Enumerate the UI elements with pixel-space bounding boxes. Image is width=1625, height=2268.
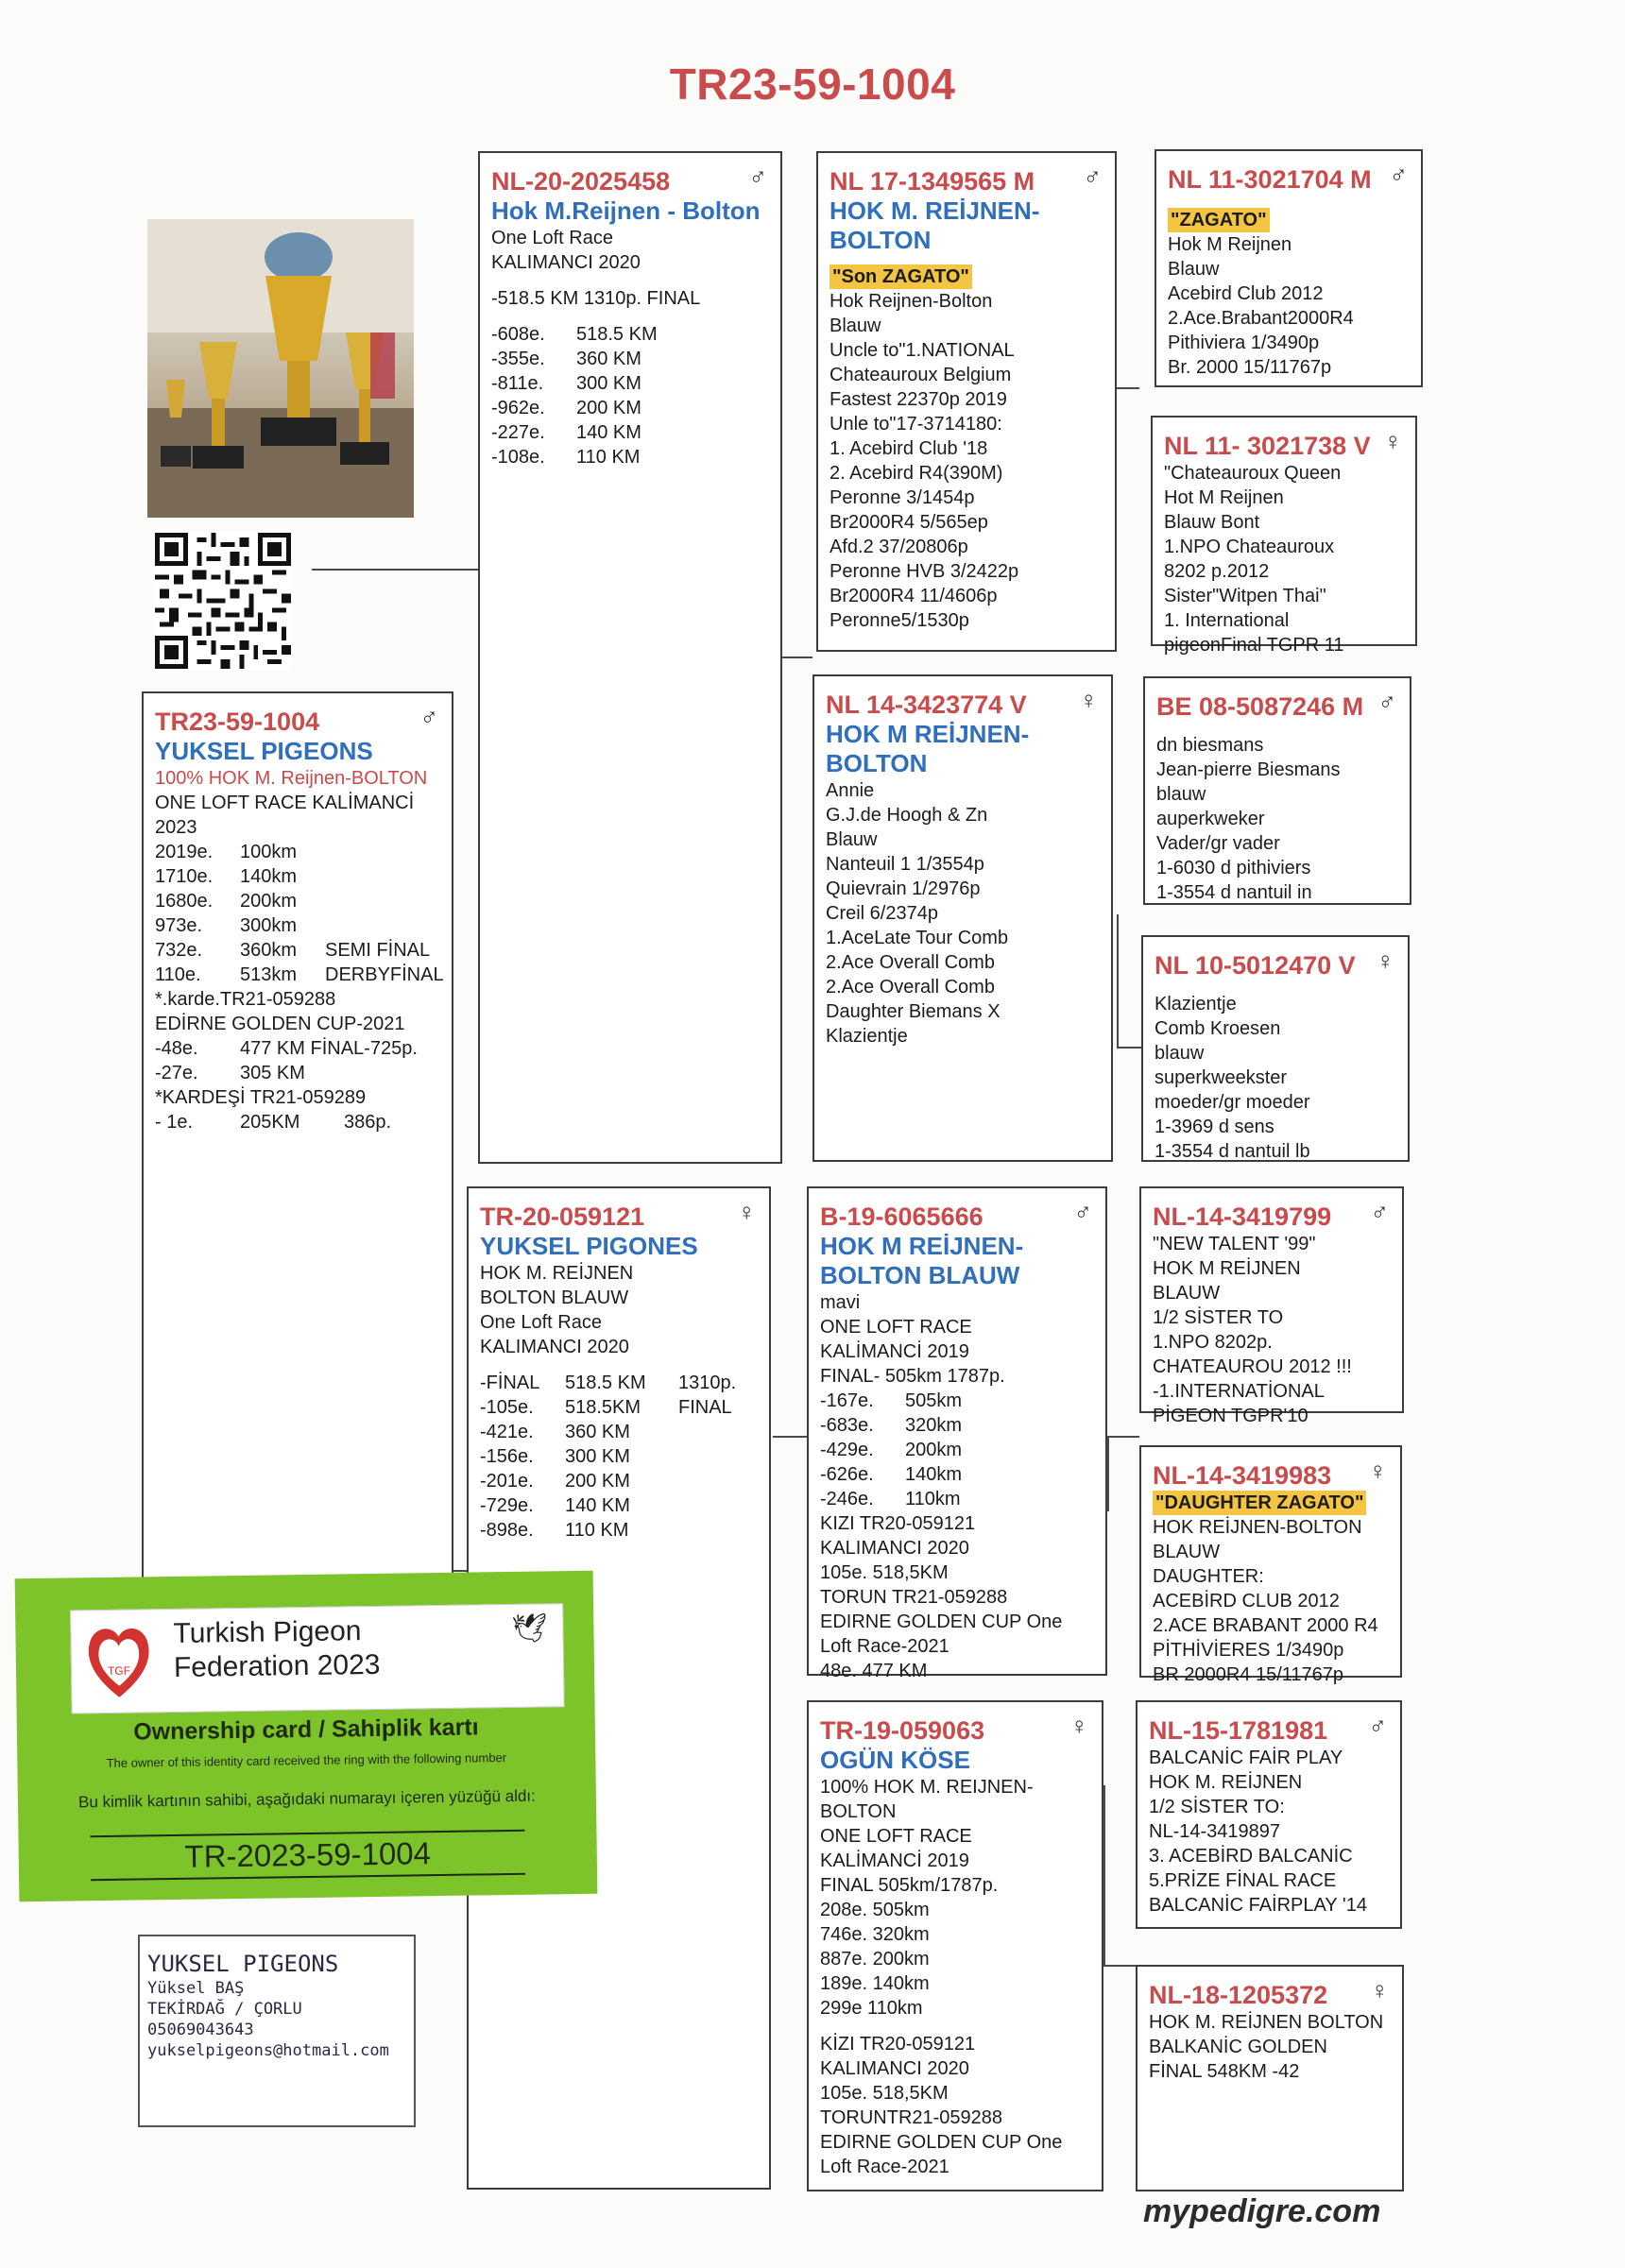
ssd-line: 1.NPO Chateauroux (1164, 537, 1335, 557)
sds-line: Vader/gr vader (1156, 833, 1280, 854)
connector (773, 1436, 811, 1438)
ss-line: Chateauroux Belgium (830, 365, 1012, 385)
subject-card (142, 691, 453, 1579)
male-symbol-icon: ♂ (1377, 688, 1396, 716)
dss-line: -1.INTERNATİONAL (1153, 1381, 1325, 1402)
sdd-line: 1-3554 d nantuil lb (1155, 1141, 1310, 1162)
ddd-line: BALKANİC GOLDEN (1149, 2037, 1327, 2057)
sdd-line: superkweekster (1155, 1067, 1288, 1088)
female-symbol-icon: ♀ (737, 1198, 756, 1226)
ss-line: Fastest 22370p 2019 (830, 389, 1007, 410)
dss-ring: NL-14-3419799 (1153, 1202, 1332, 1231)
dd-line: FINAL 505km/1787p. (820, 1875, 999, 1896)
dss-line: 1/2 SİSTER TO (1153, 1307, 1284, 1328)
male-symbol-icon: ♂ (1368, 1712, 1387, 1740)
dsd-highlight: "DAUGHTER ZAGATO" (1153, 1491, 1366, 1515)
result-row: -48e. 477 KM FİNAL-725p. (155, 1038, 418, 1059)
federation-line: Federation 2023 (173, 1648, 381, 1683)
pigeon-icon: 🕊 (511, 1612, 548, 1645)
ssd-line: 1. International (1164, 610, 1290, 631)
sd-line: Creil 6/2374p (826, 903, 938, 924)
dd-line: KİZI TR20-059121 (820, 2034, 976, 2055)
dsd-line: 2.ACE BRABANT 2000 R4 (1153, 1615, 1378, 1636)
sire-name: Hok M.Reijnen - Bolton (491, 196, 761, 225)
result-row: 1710e. 140km (155, 866, 298, 887)
connector (1103, 1965, 1136, 1967)
sss-card (1155, 149, 1423, 387)
dam-sire-card (807, 1186, 1107, 1681)
ss-highlight: "Son ZAGATO" (830, 264, 972, 289)
result-row: -156e. 300 KM (480, 1446, 630, 1467)
owner-stamp (138, 1935, 416, 2127)
ssd-line: pigeonFinal TGPR 11 (1164, 635, 1344, 656)
result-row: -729e. 140 KM (480, 1495, 630, 1516)
result-row: -246e. 110km (820, 1489, 961, 1509)
stamp-line: YUKSEL PIGEONS (147, 1951, 339, 1977)
sd-line: Klazientje (826, 1026, 908, 1047)
ssd-line: 8202 p.2012 (1164, 561, 1270, 582)
ownership-card (15, 1571, 598, 1902)
dd-line: 105e. 518,5KM (820, 2083, 949, 2104)
ddd-line: FİNAL 548KM -42 (1149, 2061, 1300, 2082)
dsd-line: PİTHİVİERES 1/3490p (1153, 1640, 1344, 1661)
ssd-line: "Chateauroux Queen (1164, 463, 1342, 484)
dd-line: 100% HOK M. REIJNEN- (820, 1777, 1034, 1798)
ddd-card (1136, 1965, 1404, 2191)
result-row: -421e. 360 KM (480, 1422, 630, 1442)
dd-line: ONE LOFT RACE (820, 1826, 972, 1847)
stamp-line: TEKİRDAĞ / ÇORLU (147, 2000, 302, 2019)
result-row: - 1e. 205KM 386p. (155, 1112, 392, 1133)
ss-line: Br2000R4 11/4606p (830, 586, 998, 606)
result-row: -355e. 360 KM (491, 349, 641, 369)
sss-highlight: "ZAGATO" (1168, 208, 1270, 232)
dds-line: HOK M. REİJNEN (1149, 1772, 1303, 1793)
ds-line: FINAL- 505km 1787p. (820, 1366, 1005, 1387)
dam-line: KALIMANCI 2020 (480, 1337, 629, 1357)
logo-text: TGF (107, 1663, 131, 1678)
result-row: 973e. 300km (155, 915, 298, 936)
male-symbol-icon: ♂ (1370, 1198, 1389, 1226)
result-row: -FİNAL 518.5 KM 1310p. (480, 1373, 737, 1393)
sdd-line: Comb Kroesen (1155, 1018, 1281, 1039)
sds-card (1143, 676, 1411, 905)
dd-line: KALIMANCI 2020 (820, 2058, 969, 2079)
sss-line: Hok M Reijnen (1168, 234, 1292, 255)
dds-line: 5.PRİZE FİNAL RACE (1149, 1870, 1337, 1891)
ddd-line: HOK M. REİJNEN BOLTON (1149, 2012, 1384, 2033)
dss-line: CHATEAUROU 2012 !!! (1153, 1356, 1352, 1377)
sire-card (478, 151, 782, 1164)
ssd-line: Sister"Witpen Thai" (1164, 586, 1326, 606)
dds-line: 3. ACEBİRD BALCANİC (1149, 1846, 1353, 1867)
connector (1117, 914, 1119, 1047)
result-row: -27e. 305 KM (155, 1063, 305, 1083)
dd-line: KALİMANCİ 2019 (820, 1850, 969, 1871)
female-symbol-icon: ♀ (1368, 1457, 1387, 1485)
sd-line: 2.Ace Overall Comb (826, 977, 995, 998)
sds-line: Jean-pierre Biesmans (1156, 759, 1341, 780)
result-row: -608e. 518.5 KM (491, 324, 658, 345)
ss-line: Blauw (830, 315, 881, 336)
sdd-line: 1-3969 d sens (1155, 1117, 1274, 1137)
ds-ring: B-19-6065666 (820, 1202, 984, 1231)
ds-line: mavi (820, 1292, 861, 1313)
dsd-ring: NL-14-3419983 (1153, 1461, 1332, 1490)
dds-line: BALCANİC FAİRPLAY '14 (1149, 1895, 1367, 1916)
sds-line: dn biesmans (1156, 735, 1264, 756)
result-row: -429e. 200km (820, 1440, 963, 1460)
dd-ring: TR-19-059063 (820, 1716, 985, 1745)
ss-line: Br2000R4 5/565ep (830, 512, 988, 533)
sd-line: 1.AceLate Tour Comb (826, 928, 1009, 948)
sds-line: 1-6030 d pithiviers (1156, 858, 1311, 878)
stamp-line: yukselpigeons@hotmail.com (147, 2041, 389, 2060)
male-symbol-icon: ♂ (1073, 1198, 1092, 1226)
female-symbol-icon: ♀ (1079, 686, 1098, 714)
subject-line: ONE LOFT RACE KALİMANCİ (155, 793, 415, 813)
sire-dam-card (812, 674, 1113, 1162)
ssd-ring: NL 11- 3021738 V (1164, 432, 1371, 460)
connector (312, 569, 480, 571)
ds-name: HOK M REİJNEN-BOLTON BLAUW (820, 1232, 1024, 1289)
dd-line: 746e. 320km (820, 1924, 930, 1945)
sds-ring: BE 08-5087246 M (1156, 692, 1364, 721)
ds-line: KIZI TR20-059121 (820, 1513, 976, 1534)
ss-line: 2. Acebird R4(390M) (830, 463, 1003, 484)
dd-line: Loft Race-2021 (820, 2157, 949, 2177)
sss-line: Acebird Club 2012 (1168, 283, 1324, 304)
result-row: -105e. 518.5KM FINAL (480, 1397, 732, 1418)
result-row: -683e. 320km (820, 1415, 963, 1436)
dss-line: BLAUW (1153, 1283, 1221, 1304)
dam-name: YUKSEL PIGONES (480, 1232, 698, 1260)
sd-line: Daughter Biemans X (826, 1001, 1001, 1022)
connector (1117, 1047, 1141, 1049)
dsd-line: ACEBİRD CLUB 2012 (1153, 1591, 1340, 1611)
ss-line: Uncle to"1.NATIONAL (830, 340, 1015, 361)
ds-line: EDIRNE GOLDEN CUP One (820, 1611, 1063, 1632)
connector (1113, 387, 1139, 389)
female-symbol-icon: ♀ (1383, 427, 1402, 455)
ss-line: Peronne HVB 3/2422p (830, 561, 1019, 582)
qr-code (155, 531, 291, 671)
ds-line: 105e. 518,5KM (820, 1562, 949, 1583)
male-symbol-icon: ♂ (1083, 162, 1102, 191)
dss-line: 1.NPO 8202p. (1153, 1332, 1273, 1353)
male-symbol-icon: ♂ (748, 162, 767, 191)
sdd-line: moeder/gr moeder (1155, 1092, 1310, 1113)
subject-name: YUKSEL PIGEONS (155, 737, 373, 765)
ds-line: Loft Race-2021 (820, 1636, 949, 1657)
connector (1107, 1436, 1139, 1438)
connector (1103, 1785, 1105, 1965)
ownership-note-tr: Bu kimlik kartının sahibi, aşağıdaki numarayı içeren yüzüğü aldı: (77, 1786, 536, 1812)
trophy-photo (147, 219, 414, 518)
result-row: 1680e. 200km (155, 891, 298, 912)
dam-line: One Loft Race (480, 1312, 602, 1333)
dsd-line: HOK REİJNEN-BOLTON (1153, 1517, 1362, 1538)
dsd-card (1139, 1445, 1402, 1685)
dsd-line: BLAUW (1153, 1542, 1221, 1562)
sdd-ring: NL 10-5012470 V (1155, 951, 1356, 980)
result-row: 110e. 513km DERBYFİNAL (155, 964, 444, 985)
dd-name: OGÜN KÖSE (820, 1746, 970, 1774)
ownership-card-title: Ownership card / Sahiplik kartı (133, 1714, 479, 1746)
sire-final: -518.5 KM 1310p. FINAL (491, 288, 701, 309)
sire-ring: NL-20-2025458 (491, 167, 671, 196)
sire-line: KALIMANCI 2020 (491, 252, 641, 273)
ds-line: ONE LOFT RACE (820, 1317, 972, 1338)
tgf-logo-icon (82, 1619, 155, 1701)
page-title: TR23-59-1004 (669, 60, 956, 109)
result-row: -201e. 200 KM (480, 1471, 630, 1492)
dsd-line: BR 2000R4 15/11767p (1153, 1664, 1344, 1685)
dds-line: 1/2 SİSTER TO: (1149, 1797, 1285, 1817)
ds-line: TORUN TR21-059288 (820, 1587, 1008, 1608)
dss-line: HOK M REİJNEN (1153, 1258, 1301, 1279)
sd-line: Annie (826, 780, 875, 801)
ss-line: Unle to"17-3714180: (830, 414, 1002, 435)
footer-brand: mypedigre.com (1143, 2193, 1381, 2229)
ssd-line: Blauw Bont (1164, 512, 1260, 533)
ss-line: 1. Acebird Club '18 (830, 438, 988, 459)
sd-line: G.J.de Hoogh & Zn (826, 805, 988, 826)
sd-line: Blauw (826, 829, 878, 850)
ds-line: KALIMANCI 2020 (820, 1538, 969, 1559)
ss-line: Hok Reijnen-Bolton (830, 291, 993, 312)
subject-line: *.karde.TR21-059288 (155, 989, 336, 1010)
dsd-line: DAUGHTER: (1153, 1566, 1264, 1587)
dam-ring: TR-20-059121 (480, 1202, 645, 1231)
ss-ring: NL 17-1349565 M (830, 167, 1035, 196)
dds-line: NL-14-3419897 (1149, 1821, 1280, 1842)
sdd-line: blauw (1155, 1043, 1205, 1064)
sds-line: 1-3554 d nantuil in (1156, 882, 1312, 903)
sd-name: HOK M REİJNEN-BOLTON (826, 720, 1030, 777)
sdd-card (1141, 935, 1410, 1162)
result-row: -626e. 140km (820, 1464, 963, 1485)
dd-line: 299e 110km (820, 1998, 923, 2019)
dam-dam-card (807, 1700, 1103, 2191)
dd-line: BOLTON (820, 1801, 897, 1822)
federation-header (70, 1603, 564, 1714)
dd-line: 189e. 140km (820, 1973, 930, 1994)
result-row: -811e. 300 KM (491, 373, 641, 394)
ss-line: Peronne 3/1454p (830, 487, 975, 508)
sds-line: blauw (1156, 784, 1206, 805)
female-symbol-icon: ♀ (1370, 1976, 1389, 2004)
sd-line: Quievrain 1/2976p (826, 878, 981, 899)
dd-line: EDIRNE GOLDEN CUP One (820, 2132, 1063, 2153)
sire-sire-card (816, 151, 1117, 652)
result-row: -167e. 505km (820, 1390, 963, 1411)
federation-line: Turkish Pigeon (173, 1615, 362, 1649)
ds-line: 48e. 477 KM (820, 1661, 928, 1681)
female-symbol-icon: ♀ (1376, 946, 1394, 975)
ssd-line: Hot M Reijnen (1164, 487, 1284, 508)
ddd-ring: NL-18-1205372 (1149, 1981, 1328, 2009)
sss-line: Br. 2000 15/11767p (1168, 357, 1332, 378)
result-row: -962e. 200 KM (491, 398, 641, 418)
sdd-line: Klazientje (1155, 994, 1237, 1015)
subject-line: EDİRNE GOLDEN CUP-2021 (155, 1014, 405, 1034)
stamp-line: Yüksel BAŞ (147, 1979, 245, 1998)
male-symbol-icon: ♂ (419, 703, 438, 731)
subject-strain: 100% HOK M. Reijnen-BOLTON (155, 768, 428, 789)
subject-line: *KARDEŞİ TR21-059289 (155, 1087, 367, 1108)
sds-line: auperkweker (1156, 809, 1265, 829)
dd-line: 887e. 200km (820, 1949, 930, 1970)
sd-ring: NL 14-3423774 V (826, 691, 1027, 719)
ss-line: Afd.2 37/20806p (830, 537, 968, 557)
dd-line: TORUNTR21-059288 (820, 2107, 1003, 2128)
dam-line: HOK M. REİJNEN (480, 1263, 634, 1284)
sd-line: 2.Ace Overall Comb (826, 952, 995, 973)
result-row: -227e. 140 KM (491, 422, 641, 443)
ssd-card (1151, 416, 1417, 656)
subject-line: 2023 (155, 817, 197, 838)
sire-line: One Loft Race (491, 228, 613, 248)
ownership-ring-number: TR-2023-59-1004 (90, 1830, 525, 1881)
result-row: 2019e. 100km (155, 842, 298, 862)
female-symbol-icon: ♀ (1069, 1712, 1088, 1740)
connector (1107, 1436, 1109, 1511)
sd-line: Nanteuil 1 1/3554p (826, 854, 984, 875)
result-row: 732e. 360km SEMI FİNAL (155, 940, 431, 961)
dds-card (1136, 1700, 1402, 1929)
dss-line: "NEW TALENT '99" (1153, 1234, 1316, 1254)
result-row: -898e. 110 KM (480, 1520, 629, 1541)
dss-line: PİGEON TGPR'10 (1153, 1406, 1309, 1426)
ownership-note-en: The owner of this identity card received the ring with the following number (106, 1750, 507, 1770)
sss-line: Blauw (1168, 259, 1220, 280)
dds-line: BALCANİC FAİR PLAY (1149, 1748, 1343, 1768)
dam-line: BOLTON BLAUW (480, 1287, 629, 1308)
dd-line: 208e. 505km (820, 1900, 930, 1920)
federation-title (173, 1614, 380, 1685)
ds-line: KALİMANCİ 2019 (820, 1341, 969, 1362)
subject-ring: TR23-59-1004 (155, 708, 320, 736)
dds-ring: NL-15-1781981 (1149, 1716, 1328, 1745)
sss-line: 2.Ace.Brabant2000R4 (1168, 308, 1354, 329)
sss-ring: NL 11-3021704 M (1168, 165, 1372, 194)
sss-line: Pithiviera 1/3490p (1168, 333, 1320, 353)
stamp-line: 05069043643 (147, 2021, 254, 2039)
male-symbol-icon: ♂ (1389, 161, 1408, 189)
ss-name: HOK M. REİJNEN-BOLTON (830, 196, 1040, 254)
result-row: -108e. 110 KM (491, 447, 641, 468)
ss-line: Peronne5/1530p (830, 610, 969, 631)
dss-card (1139, 1186, 1404, 1426)
